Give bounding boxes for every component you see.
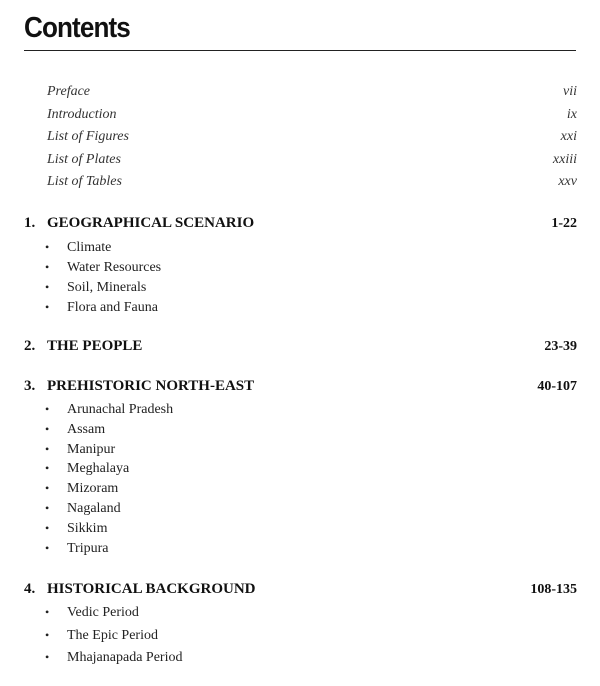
bullet-icon: • <box>45 240 50 254</box>
front-matter-label: Preface <box>47 84 91 99</box>
topic-item[interactable] <box>24 260 577 280</box>
topic-label: Nagaland <box>67 500 121 516</box>
bullet-icon: • <box>45 627 50 642</box>
topic-item[interactable] <box>24 481 577 501</box>
topic-list <box>24 240 577 320</box>
bullet-icon: • <box>45 461 50 476</box>
topic-item[interactable] <box>24 442 577 462</box>
topic-label: The Epic Period <box>67 627 158 643</box>
front-matter-label: List of Tables <box>47 174 122 189</box>
topic-item[interactable] <box>24 240 577 260</box>
front-matter-page: vii <box>563 84 577 99</box>
topic-item[interactable] <box>24 501 577 521</box>
chapter-number: 4. <box>24 581 36 597</box>
topic-label: Vedic Period <box>67 605 139 620</box>
front-matter-item-list-of-figures[interactable] <box>47 129 577 152</box>
front-matter-label: List of Figures <box>47 129 129 144</box>
front-matter-item-introduction[interactable] <box>47 107 577 130</box>
topic-label: Climate <box>67 240 112 255</box>
topic-label: Manipur <box>67 441 116 457</box>
topic-item[interactable] <box>24 402 577 422</box>
chapter-pages: 1-22 <box>551 216 577 231</box>
front-matter-page: xxv <box>558 174 577 189</box>
topic-label: Water Resources <box>67 260 162 275</box>
bullet-icon: • <box>45 280 50 294</box>
chapter-number: 2. <box>24 338 36 354</box>
chapter-heading[interactable] <box>24 581 577 603</box>
topic-label: Meghalaya <box>67 461 130 477</box>
chapter-title: THE PEOPLE <box>47 338 143 354</box>
front-matter-item-list-of-tables[interactable] <box>47 174 577 197</box>
topic-list <box>24 605 577 673</box>
bullet-icon: • <box>45 520 50 535</box>
topic-label: Assam <box>67 421 106 437</box>
topic-item[interactable] <box>24 300 577 320</box>
chapter-4 <box>24 581 577 673</box>
chapter-3 <box>24 378 577 560</box>
chapter-heading[interactable] <box>24 378 577 400</box>
front-matter-page: xxiii <box>552 151 577 167</box>
topic-item[interactable] <box>24 628 577 651</box>
front-matter-item-preface[interactable] <box>47 84 577 107</box>
bullet-icon: • <box>45 500 50 515</box>
topic-label: Mhajanapada Period <box>67 650 183 665</box>
title-divider <box>24 50 576 51</box>
topic-label: Flora and Fauna <box>67 300 158 315</box>
chapter-heading[interactable] <box>24 215 577 237</box>
chapter-2 <box>24 338 577 360</box>
chapter-title: HISTORICAL BACKGROUND <box>47 581 256 597</box>
bullet-icon: • <box>45 402 50 416</box>
topic-item[interactable] <box>24 650 577 673</box>
bullet-icon: • <box>45 540 50 555</box>
topic-item[interactable] <box>24 461 577 481</box>
chapter-heading[interactable] <box>24 338 577 360</box>
page-title: Contents <box>24 12 130 44</box>
bullet-icon: • <box>45 300 50 314</box>
chapter-title: GEOGRAPHICAL SCENARIO <box>47 215 255 231</box>
front-matter-label: List of Plates <box>47 151 121 167</box>
topic-label: Arunachal Pradesh <box>67 402 174 417</box>
chapter-number: 3. <box>24 378 36 394</box>
bullet-icon: • <box>45 260 50 274</box>
front-matter-list <box>47 84 577 197</box>
bullet-icon: • <box>45 421 50 436</box>
chapter-1 <box>24 215 577 320</box>
topic-item[interactable] <box>24 541 577 561</box>
topic-item[interactable] <box>24 605 577 628</box>
topic-label: Soil, Minerals <box>67 280 147 295</box>
bullet-icon: • <box>45 441 50 456</box>
topic-item[interactable] <box>24 422 577 442</box>
bullet-icon: • <box>45 650 50 664</box>
topic-label: Mizoram <box>67 481 119 497</box>
front-matter-page: xxi <box>560 129 577 144</box>
topic-label: Tripura <box>67 540 109 556</box>
bullet-icon: • <box>45 605 50 619</box>
front-matter-label: Introduction <box>47 106 117 122</box>
bullet-icon: • <box>45 481 50 496</box>
front-matter-page: ix <box>566 106 577 122</box>
chapter-pages: 23-39 <box>544 339 577 354</box>
chapter-number: 1. <box>24 215 36 231</box>
chapter-pages: 40-107 <box>537 379 577 394</box>
topic-label: Sikkim <box>67 520 108 536</box>
chapter-pages: 108-135 <box>530 582 577 597</box>
chapter-title: PREHISTORIC NORTH-EAST <box>47 378 255 394</box>
topic-item[interactable] <box>24 280 577 300</box>
front-matter-item-list-of-plates[interactable] <box>47 152 577 175</box>
topic-item[interactable] <box>24 521 577 541</box>
topic-list <box>24 402 577 560</box>
